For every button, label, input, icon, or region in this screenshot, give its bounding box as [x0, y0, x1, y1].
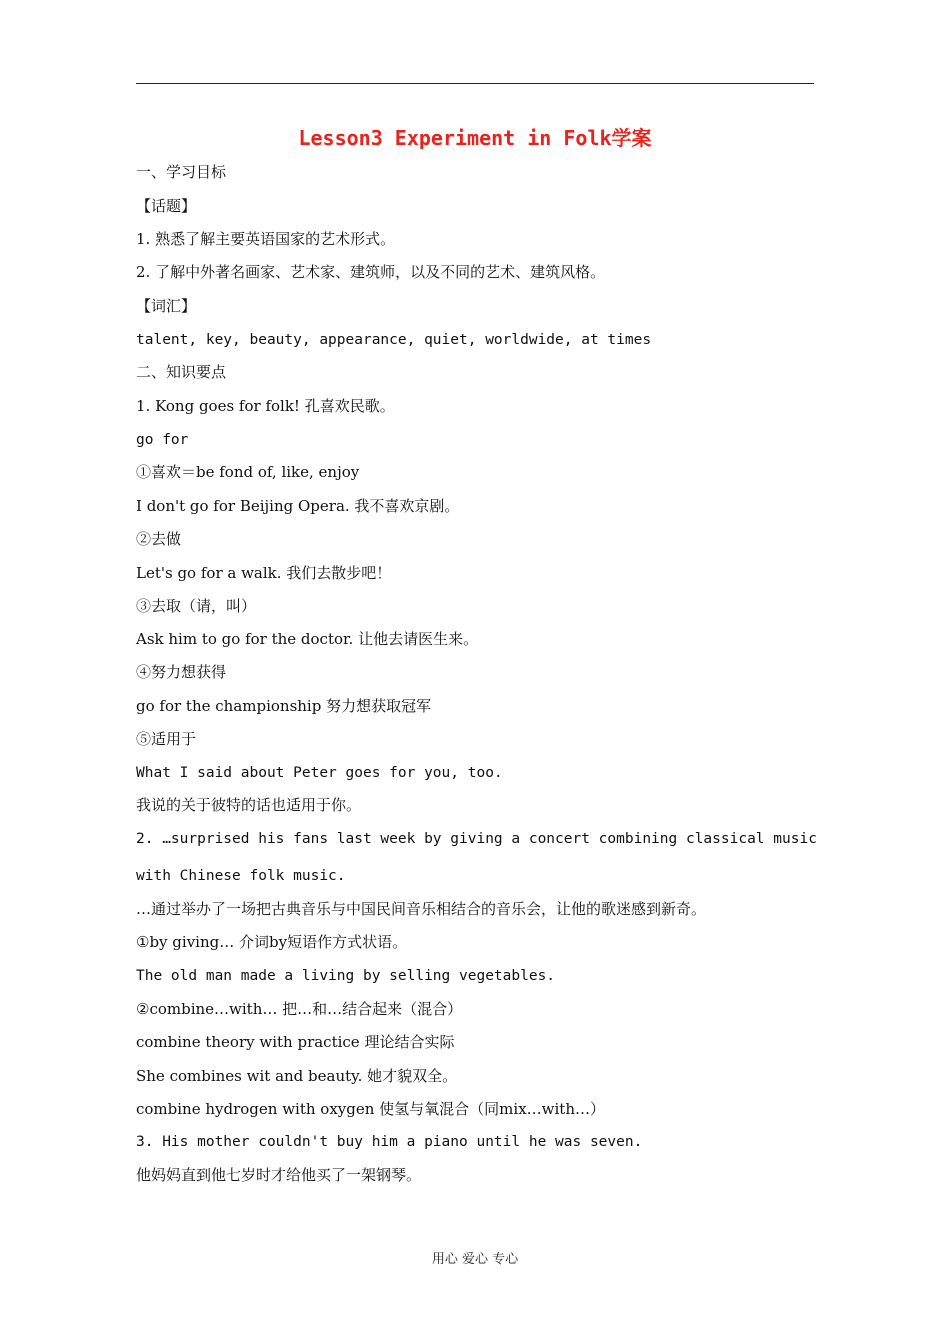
example-5-chinese: 我说的关于彼特的话也适用于你。: [136, 796, 362, 814]
example-1: I don't go for Beijing Opera. 我不喜欢京剧。: [136, 497, 460, 515]
note-combine-with: ②combine…with… 把…和…结合起来（混合）: [136, 1000, 463, 1018]
example-5-english: What I said about Peter goes for you, too.: [136, 765, 503, 781]
example-2: Let's go for a walk. 我们去散步吧！: [136, 564, 392, 582]
point-2-sentence-line-2: with Chinese folk music.: [136, 868, 346, 884]
point-2-translation: …通过举办了一场把古典音乐与中国民间音乐相结合的音乐会，让他的歌迷感到新奇。: [136, 900, 707, 918]
meaning-5: ⑤适用于: [136, 730, 197, 748]
topic-item-1: 1. 熟悉了解主要英语国家的艺术形式。: [136, 230, 396, 248]
section-heading-goals: 一、学习目标: [136, 163, 227, 181]
subheading-vocabulary: 【词汇】: [136, 297, 197, 315]
phrase-go-for: go for: [136, 432, 189, 448]
page-title: Lesson3 Experiment in Folk学案: [298, 126, 652, 150]
section-heading-key-points: 二、知识要点: [136, 363, 227, 381]
topic-item-2: 2. 了解中外著名画家、艺术家、建筑师，以及不同的艺术、建筑风格。: [136, 263, 606, 281]
example-combine-theory: combine theory with practice 理论结合实际: [136, 1033, 455, 1051]
header-rule: [136, 83, 814, 84]
subheading-topic: 【话题】: [136, 197, 197, 215]
example-by-selling: The old man made a living by selling vegetables.: [136, 968, 556, 984]
note-by-giving: ①by giving… 介词by短语作方式状语。: [136, 933, 408, 951]
example-combine-hydrogen: combine hydrogen with oxygen 使氢与氧混合（同mix…with…）: [136, 1100, 605, 1118]
page-footer: 用心 爱心 专心: [431, 1252, 519, 1267]
example-4: go for the championship 努力想获取冠军: [136, 697, 432, 715]
meaning-4: ④努力想获得: [136, 663, 227, 681]
example-3: Ask him to go for the doctor. 让他去请医生来。: [136, 630, 479, 648]
vocabulary-list: talent, key, beauty, appearance, quiet, worldwide, at times: [136, 332, 652, 348]
point-3-sentence: 3. His mother couldn't buy him a piano until he was seven.: [136, 1134, 643, 1150]
point-2-sentence-line-1: 2. …surprised his fans last week by giving a concert combining classical music: [136, 831, 817, 847]
example-combines-wit: She combines wit and beauty. 她才貌双全。: [136, 1067, 458, 1085]
meaning-1: ①喜欢＝be fond of, like, enjoy: [136, 463, 360, 481]
point-1-sentence: 1. Kong goes for folk! 孔喜欢民歌。: [136, 397, 395, 415]
point-3-translation: 他妈妈直到他七岁时才给他买了一架钢琴。: [136, 1166, 422, 1184]
meaning-2: ②去做: [136, 530, 182, 548]
meaning-3: ③去取（请，叫）: [136, 597, 257, 615]
